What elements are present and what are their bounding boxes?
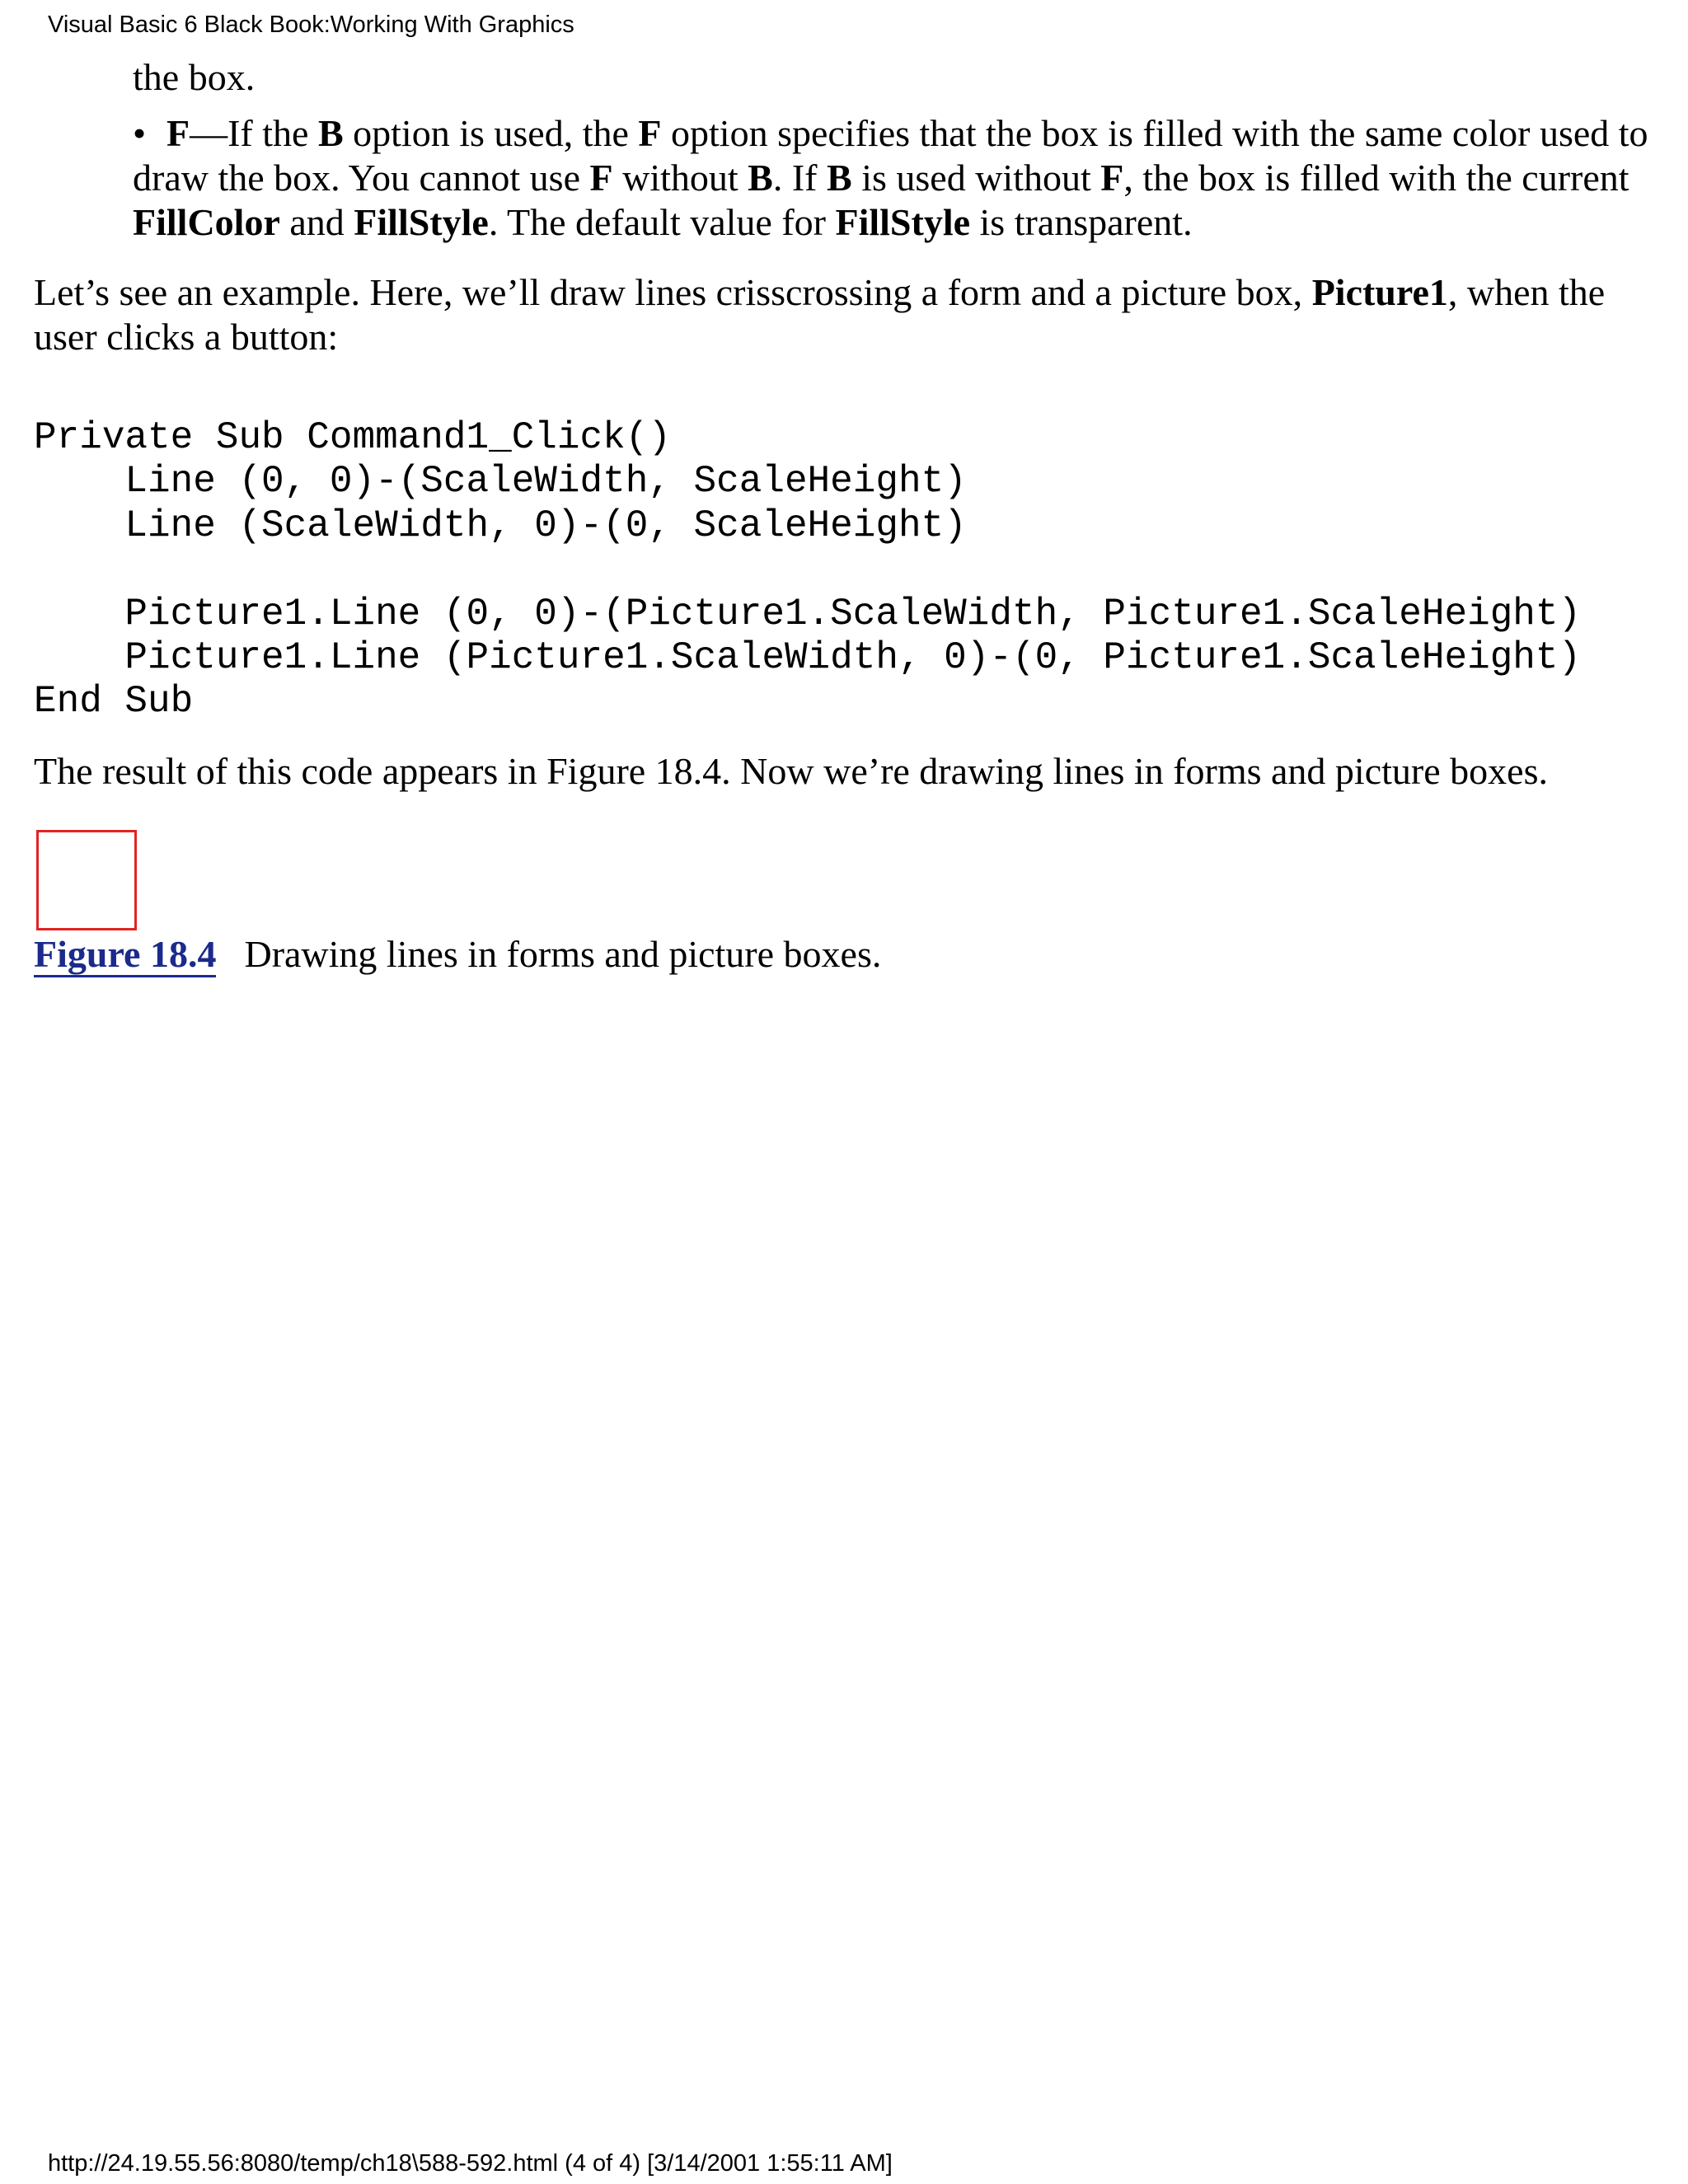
example-paragraph: [34, 270, 1649, 359]
figure-caption-text: Drawing lines in forms and picture boxes.: [244, 933, 882, 975]
bullet-text-run: is transparent.: [970, 201, 1193, 243]
fillcolor-keyword: FillColor: [133, 201, 280, 243]
code-line: Line (0, 0)-(ScaleWidth, ScaleHeight): [34, 460, 967, 504]
fillstyle-keyword: FillStyle: [835, 201, 971, 243]
code-listing: [34, 416, 1581, 724]
bullet-text-run: and: [279, 201, 354, 243]
option-b-keyword: B: [748, 157, 773, 199]
figure-image-placeholder[interactable]: [36, 830, 137, 930]
option-f-keyword: F: [166, 112, 190, 154]
continuation-text: the box.: [133, 56, 256, 98]
code-line: Private Sub Command1_Click(): [34, 416, 671, 459]
option-f-keyword: F: [589, 157, 613, 199]
bullet-text-run: without: [612, 157, 748, 199]
example-text-run: Let’s see an example. Here, we’ll draw lines crisscrossing a form and a picture box,: [34, 271, 1312, 313]
fillstyle-keyword: FillStyle: [354, 201, 489, 243]
code-line: End Sub: [34, 680, 194, 724]
code-line: Picture1.Line (0, 0)-(Picture1.ScaleWidth, Picture1.ScaleHeight): [34, 592, 1582, 635]
bullet-text-run: option specifies that the box is filled with the same color used to draw the box. You cannot use: [133, 112, 1648, 199]
bullet-item-f-option: [133, 111, 1649, 245]
code-line: Line (ScaleWidth, 0)-(0, ScaleHeight): [34, 504, 967, 547]
bullet-marker: •: [133, 112, 147, 154]
bullet-text-run: . If: [772, 157, 827, 199]
bullet-text-run: —If the: [190, 112, 318, 154]
option-b-keyword: B: [317, 112, 344, 154]
figure-caption: [34, 932, 881, 977]
code-line: Picture1.Line (Picture1.ScaleWidth, 0)-(0, Picture1.ScaleHeight): [34, 635, 1582, 679]
result-paragraph: The result of this code appears in Figure 18.4. Now we’re drawing lines in forms and picture boxes.: [34, 750, 1548, 792]
option-f-keyword: F: [638, 112, 662, 154]
bullet-text-run: , the box is filled with the current: [1123, 157, 1629, 199]
code-line: [34, 548, 1581, 592]
bullet-text-run: is used without: [851, 157, 1101, 199]
figure-link[interactable]: Figure 18.4: [34, 933, 216, 977]
option-b-keyword: B: [827, 157, 852, 199]
bullet-text-run: option is used, the: [343, 112, 639, 154]
page-header: Visual Basic 6 Black Book:Working With Graphics: [48, 12, 574, 38]
bullet-text-run: . The default value for: [488, 201, 836, 243]
page-footer: http://24.19.55.56:8080/temp/ch18\588-592.html (4 of 4) [3/14/2001 1:55:11 AM]: [48, 2150, 893, 2177]
option-f-keyword: F: [1100, 157, 1124, 199]
picture1-keyword: Picture1: [1311, 271, 1448, 313]
example-text-run: , when the user clicks a button:: [34, 271, 1606, 358]
